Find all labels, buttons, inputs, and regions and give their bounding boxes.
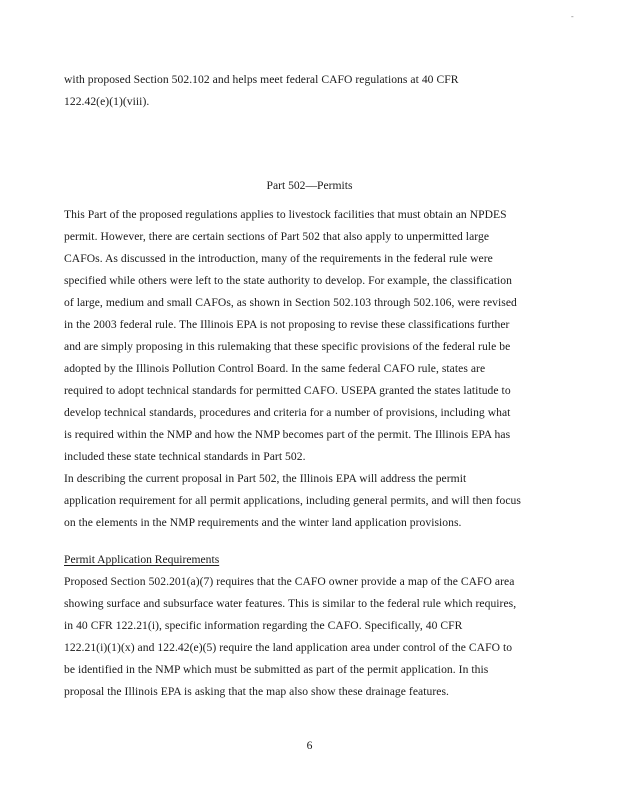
corner-mark: - [571, 12, 574, 21]
text-line: in the 2003 federal rule. The Illinois EPA is not proposing to revise these classifications further [64, 318, 510, 331]
text-line: develop technical standards, procedures and criteria for a number of provisions, including what [64, 406, 511, 419]
text-line: showing surface and subsurface water features. This is similar to the federal rule which requires, [64, 597, 517, 610]
text-line: 122.21(i)(1)(x) and 122.42(e)(5) require the land application area under control of the CAFO to [64, 641, 513, 654]
text-line: adopted by the Illinois Pollution Control Board. In the same federal CAFO rule, states are [64, 362, 486, 375]
section-heading: Part 502—Permits [266, 179, 353, 192]
text-line: proposal the Illinois EPA is asking that the map also show these drainage features. [64, 685, 449, 698]
text-line: Proposed Section 502.201(a)(7) requires that the CAFO owner provide a map of the CAFO area [64, 575, 515, 588]
text-line: be identified in the NMP which must be submitted as part of the permit application. In this [64, 663, 489, 676]
text-line: of large, medium and small CAFOs, as shown in Section 502.103 through 502.106, were revised [64, 296, 517, 309]
text-line: and are simply proposing in this rulemaking that these specific provisions of the federal rule be [64, 340, 511, 353]
text-line: is required within the NMP and how the NMP becomes part of the permit. The Illinois EPA has [64, 428, 511, 441]
text-line: included these state technical standards in Part 502. [64, 450, 306, 463]
text-line: application requirement for all permit applications, including general permits, and will then focus [64, 494, 521, 507]
text-line: In describing the current proposal in Part 502, the Illinois EPA will address the permit [64, 472, 467, 485]
text-line: specified while others were left to the state authority to develop. For example, the classification [64, 274, 512, 287]
text-line: required to adopt technical standards for permitted CAFO. USEPA granted the states latitude to [64, 384, 511, 397]
text-line: with proposed Section 502.102 and helps meet federal CAFO regulations at 40 CFR [64, 73, 459, 86]
text-line: in 40 CFR 122.21(i), specific information regarding the CAFO. Specifically, 40 CFR [64, 619, 463, 632]
text-line: on the elements in the NMP requirements and the winter land application provisions. [64, 516, 462, 529]
text-line: CAFOs. As discussed in the introduction, many of the requirements in the federal rule were [64, 252, 493, 265]
text-line: permit. However, there are certain sections of Part 502 that also apply to unpermitted large [64, 230, 490, 243]
subheading-permit-application: Permit Application Requirements [64, 553, 220, 566]
page-number: 6 [306, 739, 313, 752]
text-line: This Part of the proposed regulations applies to livestock facilities that must obtain an NPDES [64, 208, 507, 221]
text-line: 122.42(e)(1)(viii). [64, 95, 150, 108]
